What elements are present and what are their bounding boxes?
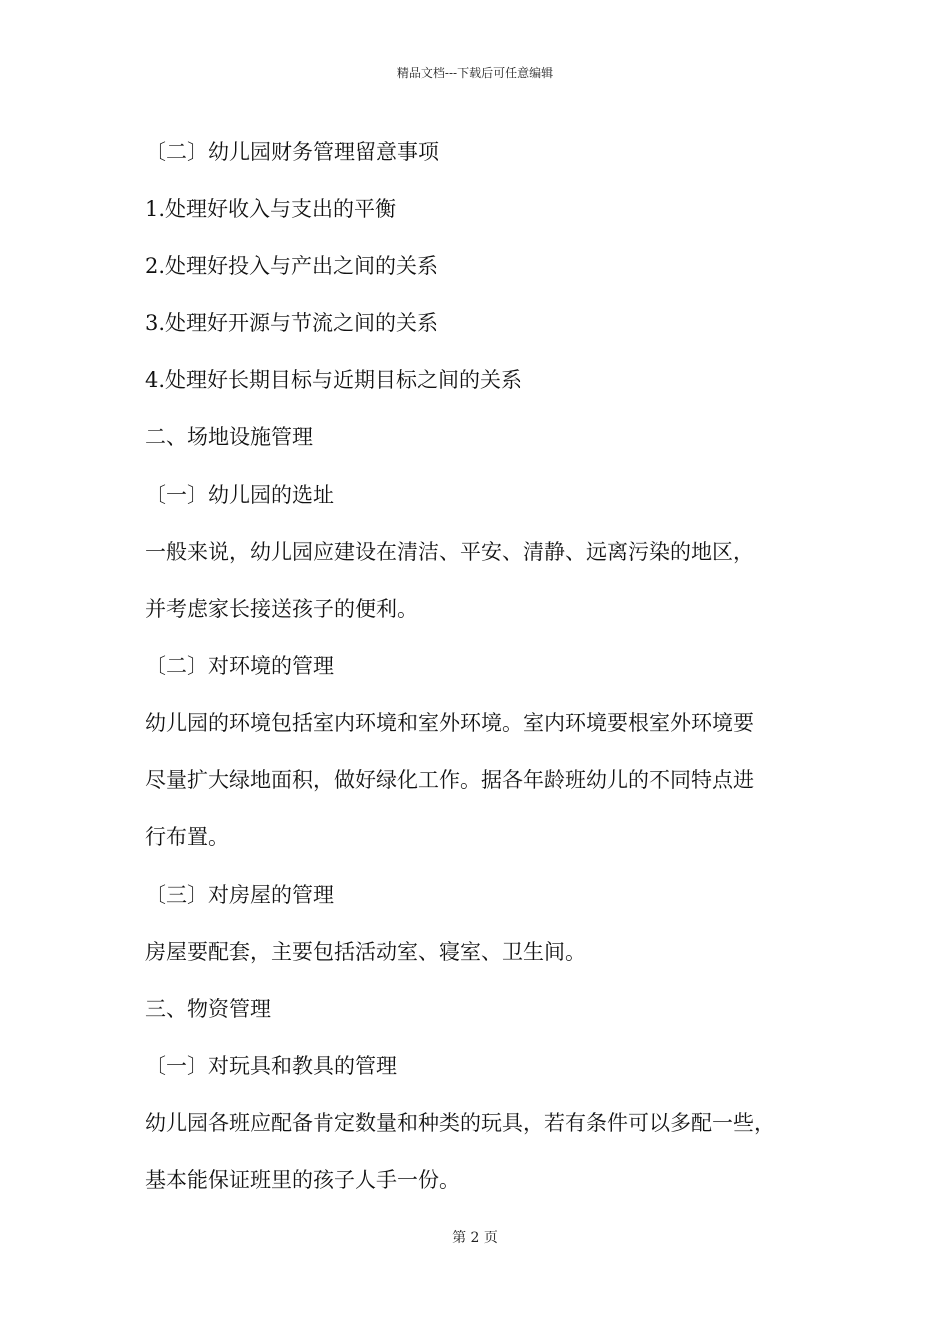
paragraph-line: 基本能保证班里的孩子人手一份。 <box>145 1168 460 1192</box>
list-item: 2.处理好投入与产出之间的关系 <box>145 254 439 278</box>
paragraph-line: 幼儿园各班应配备肯定数量和种类的玩具，若有条件可以多配一些， <box>145 1111 775 1135</box>
paragraph-line: 并考虑家长接送孩子的便利。 <box>145 597 418 621</box>
paragraph-line: 一般来说，幼儿园应建设在清洁、平安、清静、远离污染的地区， <box>145 540 754 564</box>
subheading-buildings: 〔三〕对房屋的管理 <box>145 883 334 907</box>
section-heading-facilities: 二、场地设施管理 <box>145 425 313 449</box>
list-item: 1.处理好收入与支出的平衡 <box>145 197 397 221</box>
subheading-site-selection: 〔一〕幼儿园的选址 <box>145 483 334 507</box>
paragraph-line: 尽量扩大绿地面积，做好绿化工作。据各年龄班幼儿的不同特点进 <box>145 768 754 792</box>
subheading-finance-notes: 〔二〕幼儿园财务管理留意事项 <box>145 140 439 164</box>
page-header: 精品文档---下载后可任意编辑 <box>396 66 554 80</box>
list-item: 3.处理好开源与节流之间的关系 <box>145 311 439 335</box>
subheading-environment: 〔二〕对环境的管理 <box>145 654 334 678</box>
paragraph-line: 房屋要配套，主要包括活动室、寝室、卫生间。 <box>145 940 586 964</box>
page-number: 第 2 页 <box>452 1230 498 1246</box>
list-item: 4.处理好长期目标与近期目标之间的关系 <box>145 368 523 392</box>
paragraph-line: 幼儿园的环境包括室内环境和室外环境。室内环境要根室外环境要 <box>145 711 754 735</box>
subheading-toys-teaching-aids: 〔一〕对玩具和教具的管理 <box>145 1054 397 1078</box>
paragraph-line: 行布置。 <box>145 825 229 849</box>
section-heading-materials: 三、物资管理 <box>145 997 271 1021</box>
